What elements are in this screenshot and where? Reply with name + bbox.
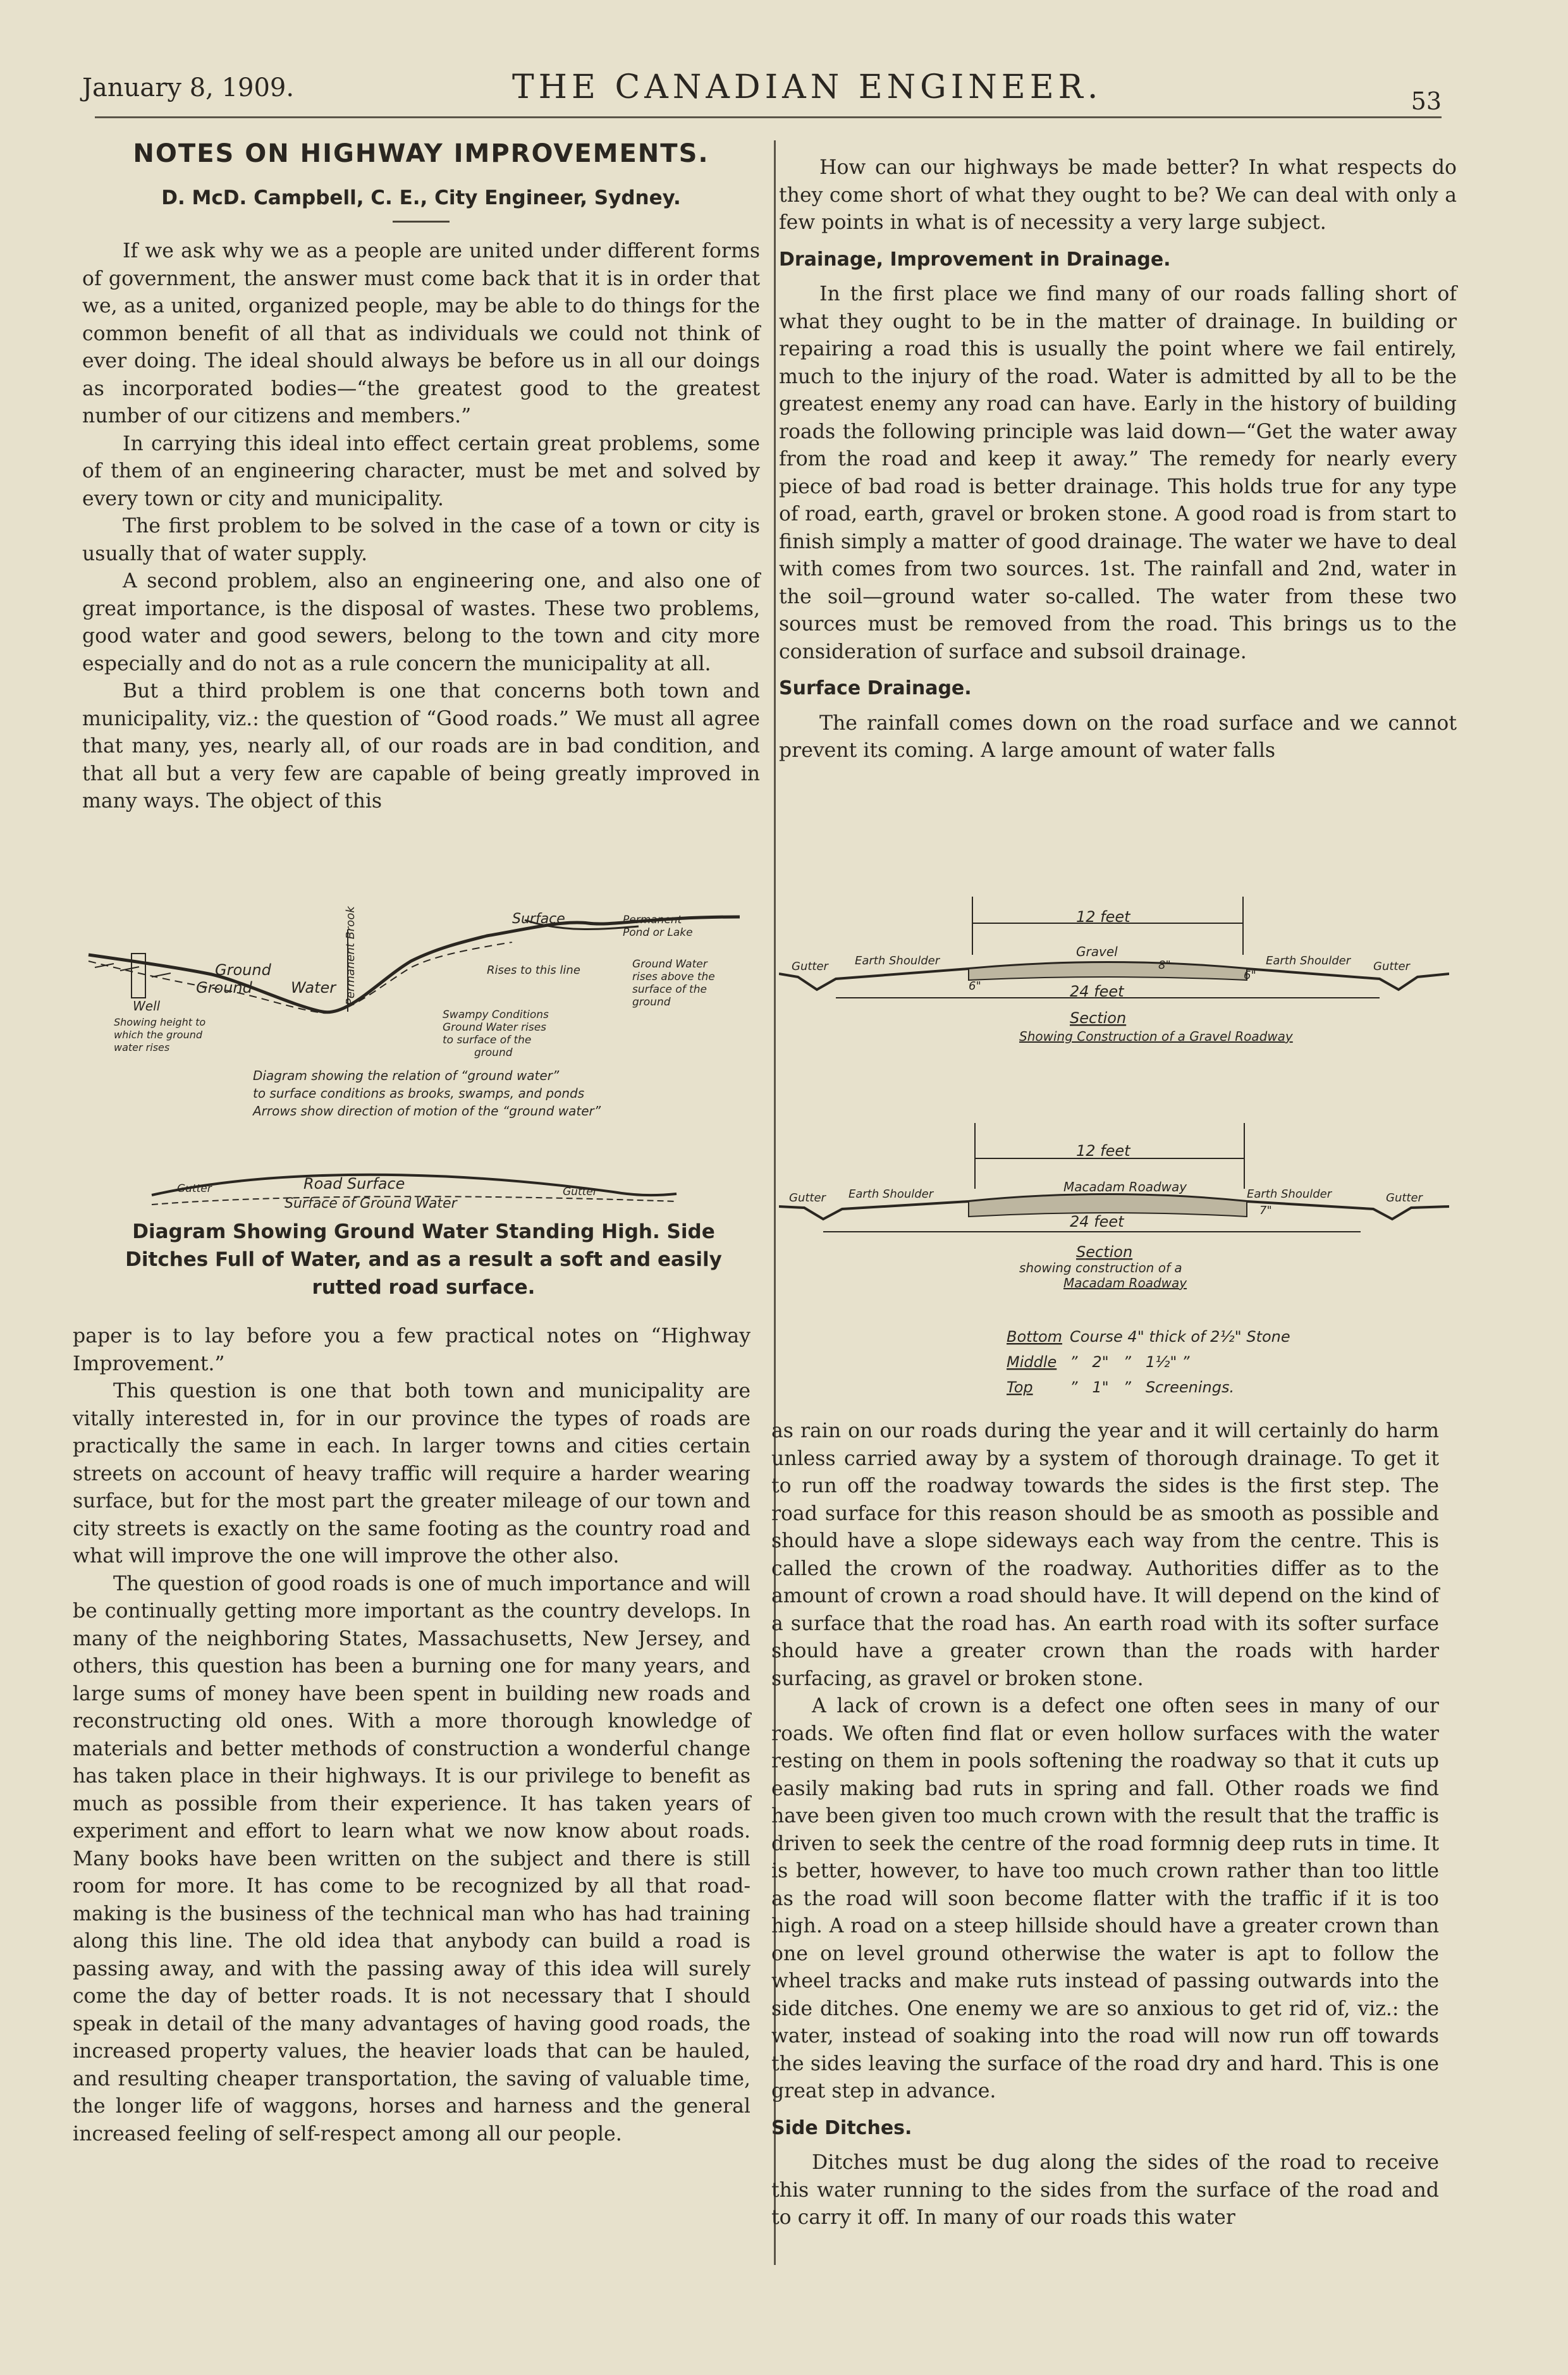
ground-water-figure — [82, 904, 765, 1233]
label-ground: Ground — [215, 961, 271, 979]
issue-date: January 8, 1909. — [82, 73, 295, 102]
label-rises: Rises to this line — [487, 964, 580, 977]
macadam-surface-label: Macadam Roadway — [1063, 1179, 1187, 1194]
label-well: Well — [133, 998, 161, 1014]
paragraph: as rain on our roads during the year and it will certainly do harm unless carried away by a system of thorough drainage. To get it to run off the roadway towards the sides is the first step. The road surface for this reason should be as smooth as possible and should have a slope sideways each way from the centre. This is called the crown of the roadway. Authorities differ as to the amount of crown a road should have. It will depend on the kind of a surface that the road has. An earth road with its softer surface should have a greater crown than the roads with harder surfacing, as gravel or broken stone. — [771, 1420, 1439, 1690]
gravel-layer — [969, 962, 1247, 980]
permanent-2: Pond or Lake — [623, 926, 693, 939]
left-column-bottom — [73, 1323, 750, 2148]
section-heading-drainage: Drainage, Improvement in Drainage. — [779, 248, 1171, 271]
gravel-width-top-label: 12 feet — [1076, 908, 1130, 926]
gravel-thickness: 8" — [1158, 959, 1171, 972]
course-bottom-spec: Course 4" thick of 2½" Stone — [1070, 1328, 1290, 1346]
page-number: 53 — [1411, 87, 1442, 115]
macadam-section-subtitle: showing construction of a — [1019, 1260, 1182, 1275]
paragraph: A lack of crown is a defect one often sees in many of our roads. We often find flat or even hollow surfaces with the water resting on them in pools softening the roadway so that it cuts up easily making bad ruts in spring and fall. Other roads we find have been given too much crown with the result that the traffic is driven to seek the centre of the road formnig deep ruts in time. It is better, however, to have too much crown rather than too little as the road will soon become flatter with the traffic if it is too high. A road on a steep hillside should have a greater crown than one on level ground otherwise the water is apt to follow the wheel tracks and make ruts instead of passing outwards into the side ditches. One enemy we are so anxious to get rid of, viz.: the water, instead of soaking into the road will now run off towards the sides leaving the surface of the road dry and hard. This is one great step in advance. — [771, 1695, 1439, 2102]
road-surface-line — [152, 1175, 677, 1195]
paragraph: This question is one that both town and municipality are vitally interested in, for in our province the types of roads are practically the same in each. In larger towns and cities certain streets on account of heavy traffic will require a harder wearing surface, but for the most part the greater mileage of our town and city streets is exactly on the same footing as the country road and what will improve the one will improve the other also. — [73, 1380, 750, 1568]
diagram-note-2: to surface conditions as brooks, swamps, and ponds — [253, 1086, 585, 1101]
well-note-2: which the ground — [114, 1029, 202, 1041]
figure-caption: Diagram Showing Ground Water Standing High. Side Ditches Full of Water, and as a result a soft and easily rutted road surface. — [125, 1220, 722, 1299]
article-author: D. McD. Campbell, C. E., City Engineer, Sydney. — [161, 186, 681, 209]
right-column-top — [779, 154, 1457, 765]
course-top-name: Top — [1007, 1378, 1033, 1396]
gw-rises-4: ground — [632, 996, 671, 1009]
diagram-note-3: Arrows show direction of motion of the “ground water” — [253, 1103, 601, 1119]
gravel-gutter-left: Gutter — [792, 960, 828, 973]
paragraph: The rainfall comes down on the road surface and we cannot prevent its coming. A large amount of water falls — [779, 711, 1457, 762]
gw-rises-3: surface of the — [632, 983, 707, 996]
paragraph: A second problem, also an engineering one, and also one of great importance, is the disposal of wastes. These two problems, good water and good sewers, belong to the town and city more especially and do not as a rule concern the municipality at all. — [82, 570, 760, 675]
gravel-shoulder-left: Earth Shoulder — [855, 954, 940, 967]
macadam-gutter-right: Gutter — [1386, 1191, 1423, 1205]
label-water: Water — [291, 979, 336, 997]
paragraph: Ditches must be dug along the sides of the road to receive this water running to the sides from the surface of the road and to carry it off. In many of our roads this water — [771, 2151, 1439, 2229]
road-surface-label: Road Surface — [303, 1175, 405, 1193]
gravel-width-bottom-label: 24 feet — [1070, 983, 1124, 1000]
label-ground-2: Ground — [196, 979, 252, 997]
author-rule — [393, 221, 450, 223]
page-header — [82, 68, 1442, 119]
paragraph: How can our highways be made better? In what respects do they come short of what they ought to be? We can deal with only a few points in what is of necessity a very large subject. — [779, 156, 1457, 234]
swamp-4: ground — [474, 1046, 513, 1059]
right-column-bottom — [771, 1418, 1439, 2232]
gravel-shoulder-right: Earth Shoulder — [1266, 954, 1351, 967]
course-top-spec: ” 1" ” Screenings. — [1070, 1378, 1235, 1396]
macadam-width-bottom-label: 24 feet — [1070, 1213, 1124, 1230]
paragraph: But a third problem is one that concerns both town and municipality, viz.: the question of “Good roads.” We must all agree that many, yes, nearly all, of our roads are in bad condition, and that all but a very few are capable of being greatly improved in many ways. The object of this — [82, 680, 760, 813]
well-note-3: water rises — [114, 1041, 170, 1053]
left-column-top — [82, 140, 760, 816]
road-gutter-left: Gutter — [177, 1182, 212, 1195]
section-heading-surface: Surface Drainage. — [779, 677, 972, 699]
course-middle-spec: ” 2" ” 1½" ” — [1070, 1353, 1190, 1371]
gravel-edge-left: 6" — [969, 979, 981, 993]
road-gutter-right: Gutter — [563, 1186, 597, 1198]
swamp-1: Swampy Conditions — [443, 1009, 549, 1021]
journal-title: THE CANADIAN ENGINEER. — [512, 68, 1103, 106]
gravel-section-subtitle: Showing Construction of a Gravel Roadway — [1019, 1029, 1293, 1044]
course-middle-name: Middle — [1007, 1353, 1057, 1371]
label-surface: Surface — [512, 911, 565, 927]
article-title: NOTES ON HIGHWAY IMPROVEMENTS. — [133, 139, 709, 168]
road-sections-figure — [779, 885, 1449, 1416]
gw-rises-2: rises above the — [632, 971, 715, 983]
section-heading-side-ditches: Side Ditches. — [771, 2116, 912, 2139]
macadam-section-title: Section — [1076, 1243, 1133, 1261]
macadam-gutter-left: Gutter — [789, 1191, 826, 1205]
paragraph: The question of good roads is one of much importance and will be continually getting more important as the country develops. In many of the neighboring States, Massachusetts, New Jersey, and others, this question has been a burning one for many years, and large sums of money have been spent in building new roads and reconstructing old ones. With a more thorough knowledge of materials and better methods of construction a wonderful change has taken place in their highways. It is our privilege to benefit as much as possible from their experience. It has taken years of experiment and effort to learn what we now know about roads. Many books have been written on the subject and there is still room for more. It has come to be recognized by all that road-making is the business of the technical man who has had training along this line. The old idea that anybody can build a road is passing away, and with the passing away of this idea will surely come the day of better roads. It is not necessary that I should speak in detail of the many advantages of having good roads, the increased property values, the heavier loads that can be hauled, and resulting cheaper transportation, the saving of valuable time, the longer life of waggons, horses and harness and the general increased feeling of self-respect among all our people. — [73, 1572, 750, 2145]
well-note-1: Showing height to — [114, 1016, 206, 1028]
gravel-section-title: Section — [1070, 1009, 1127, 1027]
macadam-section-subtitle-2: Macadam Roadway — [1063, 1275, 1187, 1291]
paragraph: In the first place we find many of our roads falling short of what they ought to be in the matter of drainage. In building or repairing a road this is usually the point where we fail entirely, much to the injury of the road. Water is admitted by all to be the greatest enemy any road can have. Early in the history of building roads the following principle was laid down—“Get the water away from the road and keep it away.” The remedy for nearly every piece of bad road is better drainage. This holds true for any type of road, earth, gravel or broken stone. A good road is from start to finish simply a matter of good drainage. The water we have to deal with comes from two sources. 1st. The rainfall and 2nd, water in the soil—ground water so-called. The water from these two sources must be removed from the road. This brings us to the consideration of surface and subsoil drainage. — [779, 283, 1457, 663]
gravel-gutter-right: Gutter — [1373, 960, 1410, 973]
gw-rises-1: Ground Water — [632, 958, 707, 971]
ground-water-diagram — [82, 904, 765, 1233]
macadam-shoulder-right: Earth Shoulder — [1247, 1188, 1332, 1201]
header-rule — [95, 116, 1442, 118]
swamp-3: to surface of the — [443, 1034, 532, 1046]
course-bottom-name: Bottom — [1007, 1328, 1063, 1346]
road-sections-diagram — [779, 885, 1449, 1416]
gravel-surface-label: Gravel — [1076, 944, 1118, 959]
permanent-1: Permanent — [623, 914, 682, 926]
paragraph: If we ask why we as a people are united under different forms of government, the answer must come back that it is in order that we, as a united, organized people, may be able to do things for the common benefit of all that as individuals we could not think of ever doing. The ideal should always be before us in all our doings as incorporated bodies—“the greatest good to the greatest number of our citizens and members.” — [82, 240, 760, 427]
macadam-thickness: 7" — [1259, 1204, 1272, 1217]
paragraph: The first problem to be solved in the case of a town or city is usually that of water supply. — [82, 515, 760, 565]
road-water-label: Surface of Ground Water — [285, 1196, 457, 1212]
diagram-note-1: Diagram showing the relation of “ground water” — [253, 1068, 560, 1083]
gravel-edge-right: 6" — [1244, 969, 1256, 982]
swamp-2: Ground Water rises — [443, 1021, 547, 1034]
paragraph: paper is to lay before you a few practical notes on “Highway Improvement.” — [73, 1325, 750, 1375]
label-brook: Permanent Brook — [344, 906, 357, 1005]
macadam-shoulder-left: Earth Shoulder — [848, 1188, 934, 1201]
paragraph: In carrying this ideal into effect certain great problems, some of them of an engineering character, must be met and solved by every town or city and municipality. — [82, 432, 760, 510]
macadam-width-top-label: 12 feet — [1076, 1142, 1130, 1160]
